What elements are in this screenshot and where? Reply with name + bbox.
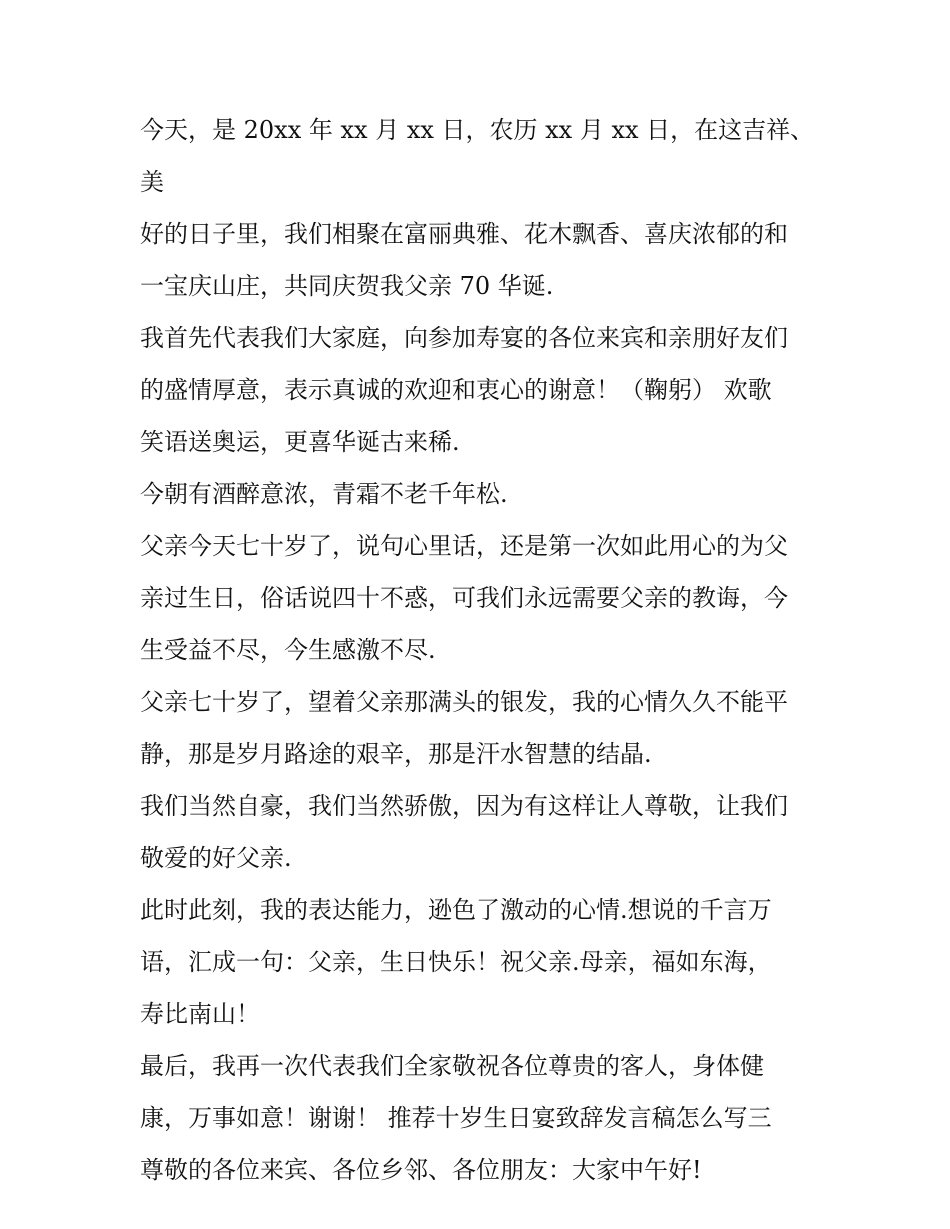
text-line: 静，那是岁月路途的艰辛，那是汗水智慧的结晶. [140, 740, 652, 768]
text-line: 的盛情厚意，表示真诚的欢迎和衷心的谢意！（鞠躬） 欢歌 [140, 376, 772, 404]
speech-text [140, 104, 820, 1196]
text-line: 语，汇成一句：父亲，生日快乐！祝父亲.母亲，福如东海， [140, 948, 772, 976]
paragraph-silver-hair [140, 676, 820, 780]
text-line: 今天，是 20xx 年 xx 月 xx 日，农历 xx 月 xx 日，在这吉祥、美 [140, 116, 815, 196]
text-line: 敬爱的好父亲. [140, 844, 292, 872]
text-line: 一宝庆山庄，共同庆贺我父亲 70 华诞. [140, 272, 554, 300]
text-line: 亲过生日，俗话说四十不惑，可我们永远需要父亲的教诲，今 [140, 584, 788, 612]
text-line: 父亲七十岁了，望着父亲那满头的银发，我的心情久久不能平 [140, 688, 788, 716]
text-line: 最后，我再一次代表我们全家敬祝各位尊贵的客人，身体健 [140, 1052, 764, 1080]
text-line: 生受益不尽，今生感激不尽. [140, 636, 436, 664]
text-line: 笑语送奥运，更喜华诞古来稀. [140, 428, 460, 456]
text-line: 我首先代表我们大家庭，向参加寿宴的各位来宾和亲朋好友们 [140, 324, 788, 352]
text-line: 尊敬的各位来宾、各位乡邻、各位朋友：大家中午好! [140, 1156, 702, 1184]
text-line: 父亲今天七十岁了，说句心里话，还是第一次如此用心的为父 [140, 532, 788, 560]
text-line: 我们当然自豪，我们当然骄傲，因为有这样让人尊敬，让我们 [140, 792, 788, 820]
paragraph-wishes [140, 884, 820, 1040]
text-line: 康，万事如意！谢谢！ 推荐十岁生日宴致辞发言稿怎么写三 [140, 1104, 772, 1132]
paragraph-closing [140, 1040, 820, 1196]
paragraph-opening [140, 104, 820, 312]
paragraph-birthday [140, 520, 820, 676]
paragraph-verse [140, 468, 820, 520]
paragraph-pride [140, 780, 820, 884]
text-line: 好的日子里，我们相聚在富丽典雅、花木飘香、喜庆浓郁的和 [140, 220, 788, 248]
text-line: 寿比南山！ [140, 1000, 260, 1028]
text-line: 今朝有酒醉意浓，青霜不老千年松. [140, 480, 508, 508]
paragraph-welcome [140, 312, 820, 468]
text-line: 此时此刻，我的表达能力，逊色了激动的心情.想说的千言万 [140, 896, 772, 924]
